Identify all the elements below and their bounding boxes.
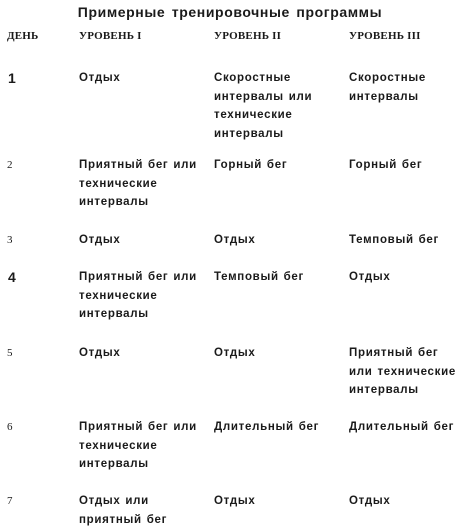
level-1-cell: Приятный бег или технические интервалы: [79, 159, 197, 208]
level-1-cell: Приятный бег или технические интервалы: [79, 421, 197, 470]
column-header-day: ДЕНЬ: [7, 30, 39, 42]
level-2-cell: Отдых: [214, 234, 256, 246]
level-1-cell: Приятный бег или технические интервалы: [79, 271, 197, 320]
day-number: 6: [7, 421, 13, 433]
level-2-cell: Темповый бег: [214, 271, 305, 283]
level-3-cell: Горный бег: [349, 159, 423, 171]
level-1-cell: Отдых: [79, 234, 121, 246]
page-title: Примерные тренировочные программы: [77, 4, 383, 20]
level-3-cell: Приятный бег или технические интервалы: [349, 347, 456, 396]
day-number: 4: [8, 269, 16, 285]
column-header-level-3: УРОВЕНЬ III: [349, 30, 421, 42]
level-2-cell: Скоростные интервалы или технические интервалы: [214, 72, 313, 140]
level-3-cell: Скоростные интервалы: [349, 72, 427, 103]
level-2-cell: Горный бег: [214, 159, 288, 171]
day-number: 2: [7, 159, 13, 171]
level-3-cell: Отдых: [349, 271, 391, 283]
level-1-cell: Отдых или приятный бег: [79, 495, 168, 526]
day-number: 1: [8, 70, 16, 86]
column-header-level-2: УРОВЕНЬ II: [214, 30, 282, 42]
column-header-level-1: УРОВЕНЬ I: [79, 30, 142, 42]
level-3-cell: Темповый бег: [349, 234, 440, 246]
level-2-cell: Длительный бег: [214, 421, 320, 433]
day-number: 5: [7, 347, 13, 359]
level-2-cell: Отдых: [214, 347, 256, 359]
day-number: 7: [7, 495, 13, 507]
level-3-cell: Отдых: [349, 495, 391, 507]
level-3-cell: Длительный бег: [349, 421, 455, 433]
level-1-cell: Отдых: [79, 347, 121, 359]
level-1-cell: Отдых: [79, 72, 121, 84]
level-2-cell: Отдых: [214, 495, 256, 507]
day-number: 3: [7, 234, 13, 246]
